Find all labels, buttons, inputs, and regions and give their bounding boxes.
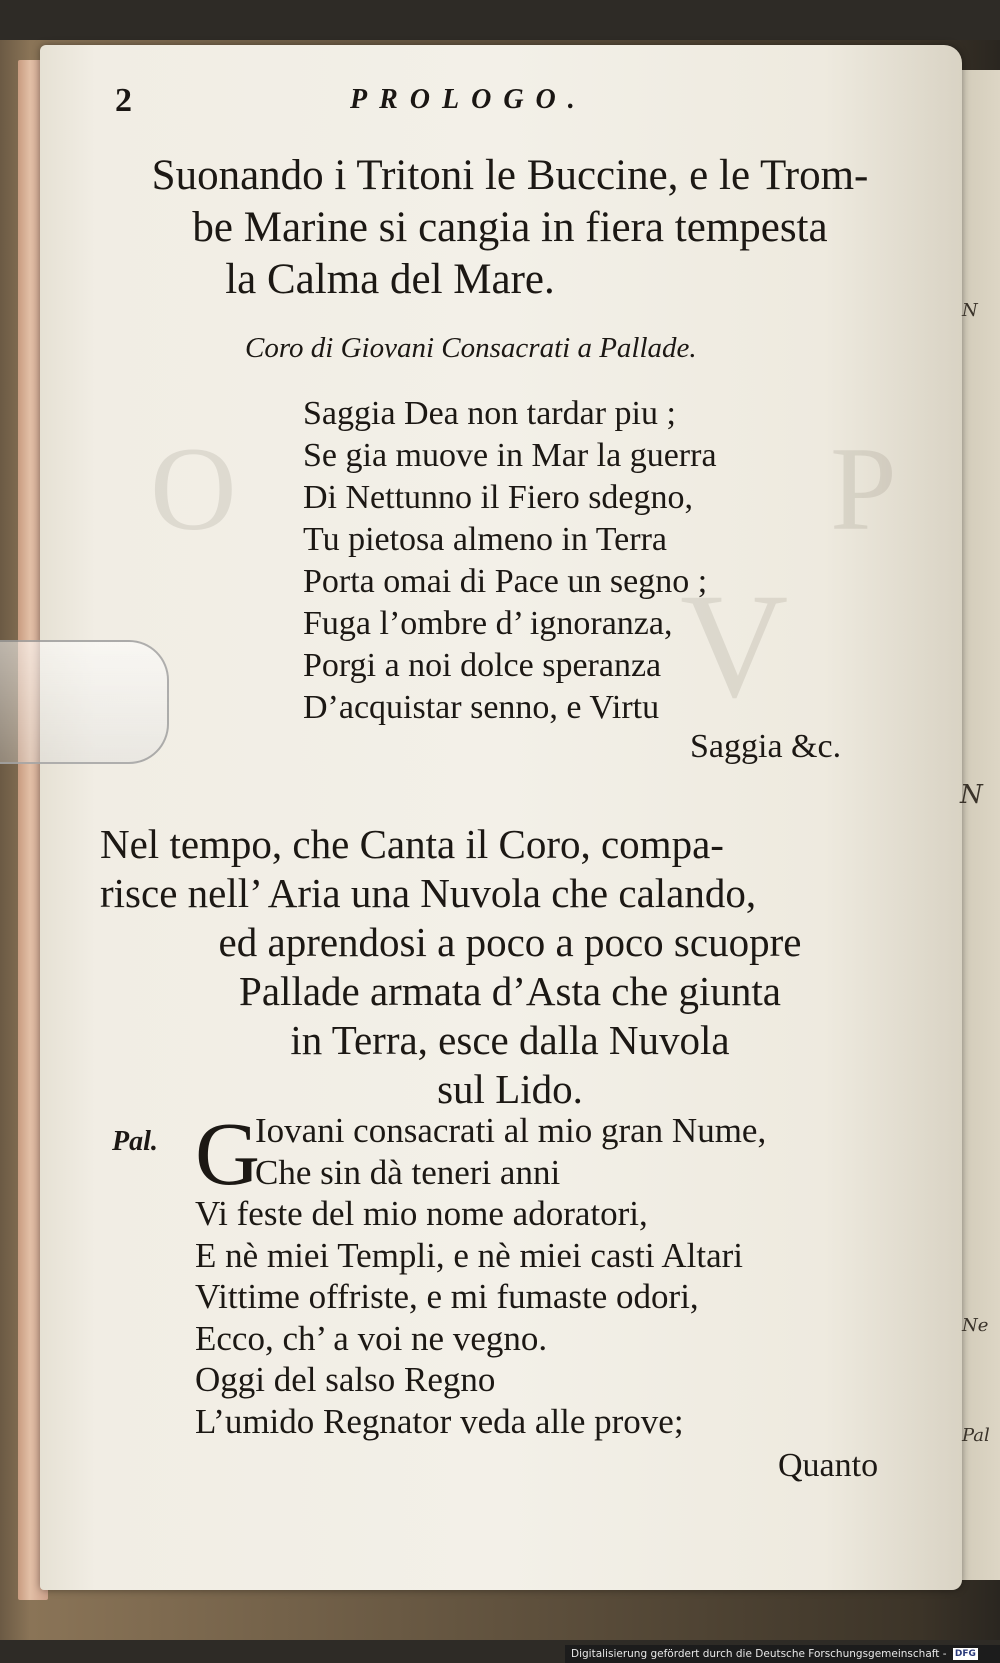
speech-line: Che sin dà teneri anni [255, 1152, 561, 1192]
running-title: PROLOGO. [350, 84, 587, 115]
speaker-label: Pal. [112, 1126, 158, 1157]
speech-line: Iovani consacrati al mio gran Nume, [255, 1111, 767, 1150]
speech-line: L’umido Regnator veda alle prove; [195, 1401, 684, 1441]
text-line: sul Lido. [437, 1066, 583, 1112]
footer-text: Digitalisierung gefördert durch die Deutsche Forschungsgemeinschaft - [571, 1648, 947, 1660]
page-header [110, 78, 790, 122]
page-number: 2 [115, 82, 132, 119]
speech-line: Ecco, ch’ a voi ne vegno. [195, 1318, 548, 1358]
facing-page-fragment: Pal [962, 1425, 990, 1446]
paper-clip-holder [0, 640, 169, 764]
verse-line: Saggia Dea non tardar piu ; [303, 395, 676, 432]
text-line: Nel tempo, che Canta il Coro, compa- [100, 821, 724, 867]
text-line: la Calma del Mare. [225, 256, 555, 303]
verse-line: Fuga l’ombre d’ ignoranza, [303, 605, 673, 642]
stage-direction-1 [100, 150, 920, 306]
stage-direction-2 [100, 820, 920, 1114]
chorus-verse [303, 393, 717, 729]
digitization-footer [565, 1645, 1000, 1663]
speech-line: Vi feste del mio nome adoratori, [195, 1194, 648, 1233]
refrain: Saggia &c. [690, 728, 842, 765]
bleed-through-text: O [150, 422, 237, 555]
dfg-logo-icon: DFG [954, 1649, 976, 1659]
speech-line: Vittime offriste, e mi fumaste odori, [195, 1277, 699, 1316]
verse-line: Porgi a noi dolce speranza [303, 647, 662, 684]
text-line: be Marine si cangia in fiera tempesta [192, 204, 828, 251]
bleed-through-text: P [830, 422, 897, 555]
speech-block [195, 1105, 915, 1442]
verse-line: Se gia muove in Mar la guerra [303, 437, 717, 474]
drop-cap: G [195, 1105, 260, 1204]
catchword: Quanto [778, 1447, 879, 1484]
verse-line: D’acquistar senno, e Virtu [303, 689, 660, 726]
speech-line: Oggi del salso Regno [195, 1360, 496, 1399]
verse-line: Porta omai di Pace un segno ; [303, 563, 708, 600]
facing-page-fragment: Ne [962, 1315, 989, 1336]
text-line: ed aprendosi a poco a poco scuopre [218, 919, 802, 965]
verse-line: Di Nettunno il Fiero sdegno, [303, 479, 694, 516]
facing-page-fragment: N [960, 780, 983, 810]
text-line: in Terra, esce dalla Nuvola [290, 1017, 730, 1063]
text-line: Suonando i Tritoni le Buccine, e le Trom- [151, 152, 869, 199]
verse-line: Tu pietosa almeno in Terra [303, 521, 668, 558]
bleed-through-text: V [680, 563, 789, 729]
facing-page-fragment: N [962, 300, 978, 321]
speech-line: E nè miei Templi, e nè miei casti Altari [195, 1235, 744, 1275]
text-line: Pallade armata d’Asta che giunta [239, 968, 781, 1014]
chorus-heading: Coro di Giovani Consacrati a Pallade. [245, 332, 697, 364]
text-line: risce nell’ Aria una Nuvola che calando, [100, 870, 757, 916]
